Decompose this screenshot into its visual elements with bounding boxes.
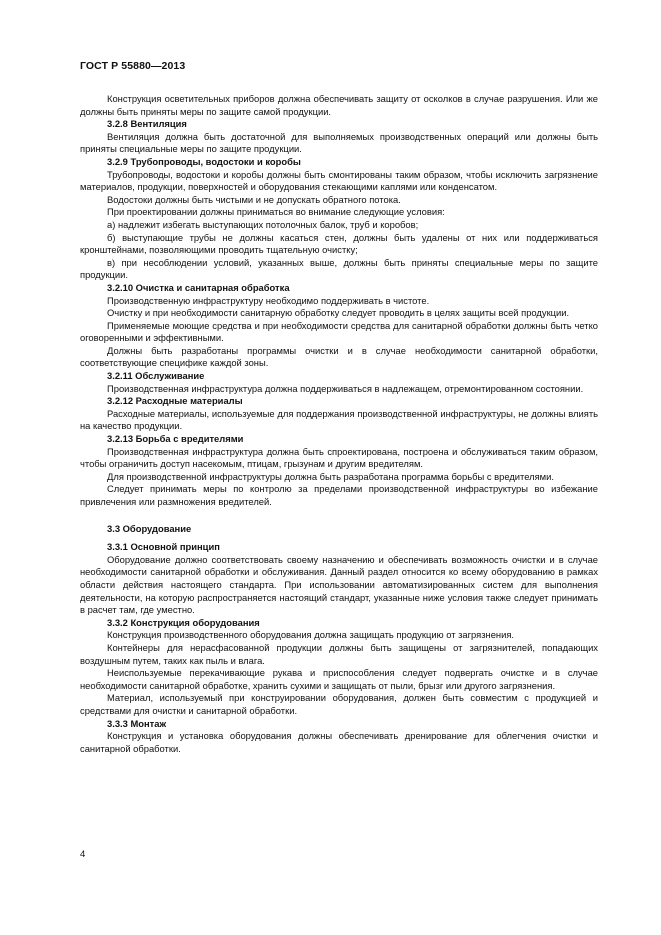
paragraph: Производственная инфраструктура должна поддерживаться в надлежащем, отремонтированном состоянии. [107, 382, 584, 394]
document-body [80, 93, 598, 755]
paragraph: а) надлежит избегать выступающих потолочных балок, труб и коробов; [107, 218, 419, 230]
paragraph: в) при несоблюдении условий, указанных выше, должны быть приняты специальные меры по защите продукции. [80, 256, 598, 281]
paragraph: Конструкция осветительных приборов должна обеспечивать защиту от осколков в случае разрушения. Или же должны быть приняты меры по защите самой продукции. [80, 93, 598, 117]
document-header: ГОСТ Р 55880—2013 [80, 60, 186, 72]
paragraph: Контейнеры для нерасфасованной продукции должны быть защищены от загрязнителей, попадающих воздушным путем, таких как пыль и влага. [80, 641, 598, 666]
section-heading: 3.2.8 Вентиляция [107, 118, 187, 130]
section-heading: 3.3.3 Монтаж [107, 717, 167, 729]
paragraph: Материал, используемый при конструировании оборудования, должен быть совместим с продукцией и средствами для очистки и санитарной обработки. [80, 692, 598, 716]
paragraph: Следует принимать меры по контролю за пределами производственной инфраструктуры во избежание привлечения или размножения вредителей. [80, 483, 598, 507]
paragraph: Очистку и при необходимости санитарную обработку следует проводить в целях защиты всей продукции. [107, 307, 570, 319]
section-heading: 3.2.13 Борьба с вредителями [107, 433, 244, 445]
paragraph: Трубопроводы, водостоки и коробы должны быть смонтированы таким образом, чтобы исключить загрязнение материалов, продукции, поверхностей и оборудования стекающими каплями или конденсатом. [80, 168, 598, 193]
section-heading: 3.2.9 Трубопроводы, водостоки и коробы [107, 155, 301, 167]
paragraph: Производственную инфраструктуру необходимо поддерживать в чистоте. [107, 294, 430, 306]
paragraph: Водостоки должны быть чистыми и не допускать обратного потока. [107, 193, 401, 205]
section-heading: 3.2.11 Обслуживание [107, 370, 205, 382]
section-heading: 3.3.1 Основной принцип [107, 541, 220, 553]
paragraph: Производственная инфраструктура должна быть спроектирована, построена и обслуживаться таким образом, чтобы ограничить доступ насекомым, птицам, грызунам и другим вредителям. [80, 445, 598, 470]
paragraph: Оборудование должно соответствовать своему назначению и обеспечивать возможность очистки и в случае необходимости санитарной обработки и обслуживания. Данный раздел относится ко всему оборудованию в рамках области действия настоящего стандарта. При использовании автоматизированных систем для выполнения деятельности, на которую распространяется настоящий стандарт, указанные ниже условия также следует принимать в расчет там, где уместно. [80, 553, 598, 616]
paragraph: Должны быть разработаны программы очистки и в случае необходимости санитарной обработки, соответствующие специфике каждой зоны. [80, 344, 598, 369]
paragraph: Неиспользуемые перекачивающие рукава и приспособления следует подвергать очистке и в случае необходимости санитарной обработке, хранить сухими и защищать от пыли, брызг или другого загрязнения. [80, 667, 598, 691]
paragraph: Конструкция и установка оборудования должны обеспечивать дренирование для облегчения очистки и санитарной обработки. [80, 730, 598, 754]
page-number: 4 [80, 849, 86, 860]
section-heading: 3.3.2 Конструкция оборудования [107, 616, 260, 628]
paragraph: б) выступающие трубы не должны касаться стен, должны быть удалены от них или поддерживаться кронштейнами, позволяющими проводить тщательную очистку; [80, 231, 598, 256]
paragraph: Расходные материалы, используемые для поддержания производственной инфраструктуры, не должны влиять на качество продукции. [80, 407, 598, 432]
paragraph: Для производственной инфраструктуры должна быть разработана программа борьбы с вредителями. [107, 470, 554, 482]
paragraph: Конструкция производственного оборудования должна защищать продукцию от загрязнения. [107, 629, 515, 641]
section-heading: 3.2.10 Очистка и санитарная обработка [107, 281, 290, 293]
section-heading: 3.2.12 Расходные материалы [107, 395, 243, 407]
paragraph: Применяемые моющие средства и при необходимости средства для санитарной обработки должны быть четко оговоренными и эффективными. [80, 319, 598, 344]
paragraph: Вентиляция должна быть достаточной для выполняемых производственных операций или должны быть приняты специальные меры по защите продукции. [80, 130, 598, 155]
paragraph: При проектировании должны приниматься во внимание следующие условия: [107, 206, 445, 218]
chapter-heading: 3.3 Оборудование [107, 522, 192, 534]
